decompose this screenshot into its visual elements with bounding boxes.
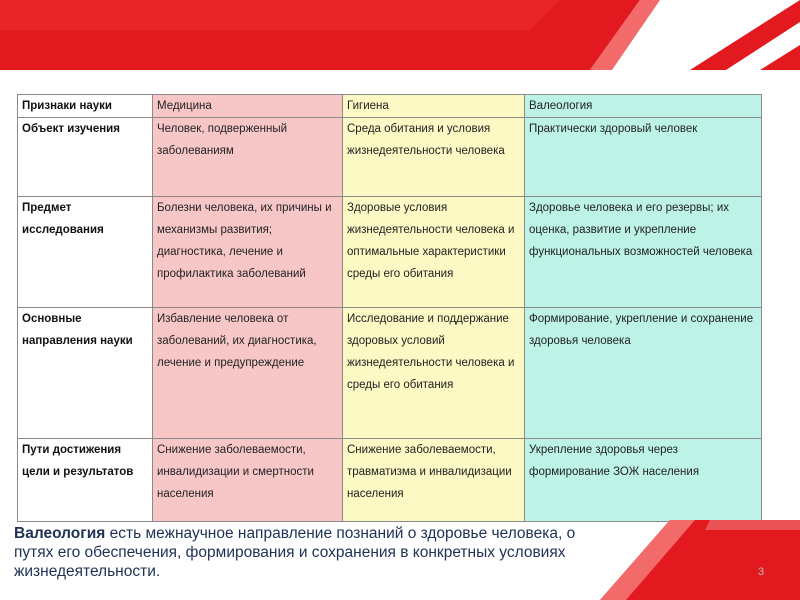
medicine-cell: Избавление человека от заболеваний, их диагностика, лечение и предупреждение (153, 308, 343, 439)
row-label: Объект изучения (18, 118, 153, 197)
header-cell-medicine: Медицина (153, 95, 343, 118)
medicine-cell: Человек, подверженный заболеваниям (153, 118, 343, 197)
medicine-cell: Болезни человека, их причины и механизмы развития; диагностика, лечение и профилактика заболеваний (153, 197, 343, 308)
hygiene-cell: Среда обитания и условия жизнедеятельности человека (343, 118, 525, 197)
table-row (18, 439, 762, 522)
row-label: Предмет исследования (18, 197, 153, 308)
hygiene-cell: Здоровые условия жизнедеятельности человека и оптимальные характеристики среды его обитания (343, 197, 525, 308)
page-number: 3 (758, 566, 765, 578)
bottom-red-stripe-decoration (560, 520, 800, 600)
valeology-cell: Укрепление здоровья через формирование ЗОЖ населения (525, 439, 762, 522)
table-row (18, 118, 762, 197)
medicine-cell: Снижение заболеваемости, инвалидизации и смертности населения (153, 439, 343, 522)
hygiene-cell: Снижение заболеваемости, травматизма и инвалидизации населения (343, 439, 525, 522)
valeology-cell: Здоровье человека и его резервы; их оценка, развитие и укрепление функциональных возможностей человека (525, 197, 762, 308)
comparison-table-container (17, 94, 761, 522)
header-cell-criteria: Признаки науки (18, 95, 153, 118)
header-cell-hygiene: Гигиена (343, 95, 525, 118)
comparison-table (17, 94, 762, 522)
table-row (18, 308, 762, 439)
definition-caption (14, 524, 604, 581)
valeology-cell: Формирование, укрепление и сохранение здоровья человека (525, 308, 762, 439)
caption-term: Валеология (14, 525, 106, 542)
top-red-stripe-decoration (0, 0, 800, 70)
table-header-row (18, 95, 762, 118)
caption-text: есть межнаучное направление познаний о здоровье человека, о путях его обеспечения, формирования и сохранения в конкретных условиях жизнедеятельности. (14, 525, 576, 580)
hygiene-cell: Исследование и поддержание здоровых условий жизнедеятельности человека и среды его обитания (343, 308, 525, 439)
valeology-cell: Практически здоровый человек (525, 118, 762, 197)
table-row (18, 197, 762, 308)
row-label: Пути достижения цели и результатов (18, 439, 153, 522)
header-cell-valeology: Валеология (525, 95, 762, 118)
row-label: Основные направления науки (18, 308, 153, 439)
